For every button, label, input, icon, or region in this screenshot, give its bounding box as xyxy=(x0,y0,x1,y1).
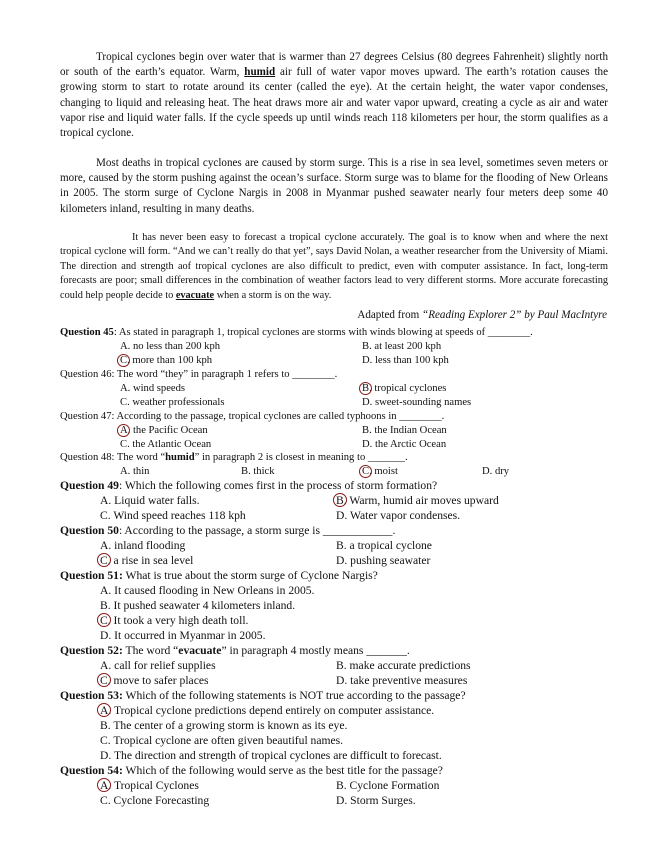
question-text-pre: The word “ xyxy=(122,644,179,657)
p3-rest: when a storm is on the way. xyxy=(214,289,332,301)
question-key-word: evacuate xyxy=(178,644,222,657)
q45-option-c[interactable]: C. more than 100 kph xyxy=(120,355,213,366)
q49-option-d[interactable]: D. Water vapor condenses. xyxy=(336,509,461,522)
q52-option-a[interactable]: A. call for relief supplies xyxy=(100,659,216,672)
question-50 xyxy=(60,523,615,538)
source-prefix: Adapted from xyxy=(357,309,423,321)
question-key-word: humid xyxy=(165,452,195,463)
answer-circle-mark xyxy=(97,613,111,627)
question-51 xyxy=(60,568,615,583)
q48-option-c[interactable]: C. moist xyxy=(362,466,398,477)
q47-option-d[interactable]: D. the Arctic Ocean xyxy=(362,439,447,450)
question-text: What is true about the storm surge of Cyclone Nargis? xyxy=(122,569,378,582)
q45-option-b[interactable]: B. at least 200 kph xyxy=(362,341,442,352)
question-49 xyxy=(60,478,615,493)
question-number: Question 48 xyxy=(60,452,112,463)
p2-text: Most deaths in tropical cyclones are caused by storm surge. This is a rise in sea level, sometimes seven meters or more, caused by the storm pushing against the ocean’s surface. Storm surge was to blame for the flooding of New Orleans in 2005. The storm surge of Cyclone Nargis in 2008 in Myanmar pushed seawater nearly four meters deep some 40 kilometers inland, resulting in many deaths. xyxy=(60,157,608,215)
q53-option-d[interactable]: D. The direction and strength of tropical cyclones are difficult to forecast. xyxy=(100,749,442,762)
question-text: Which of the following would serve as the best title for the passage? xyxy=(122,764,443,777)
q53-option-c[interactable]: C. Tropical cyclone are often given beautiful names. xyxy=(100,734,344,747)
q49-option-c[interactable]: C. Wind speed reaches 118 kph xyxy=(100,509,246,522)
q47-option-b[interactable]: B. the Indian Ocean xyxy=(362,425,447,436)
q46-option-a[interactable]: A. wind speeds xyxy=(120,383,186,394)
p3-highlight-word: evacuate xyxy=(175,289,215,301)
question-53 xyxy=(60,688,615,703)
question-text: : As stated in paragraph 1, tropical cyclones are storms with winds blowing at speeds of ________. xyxy=(113,327,533,338)
q51-option-a[interactable]: A. It caused flooding in New Orleans in 2005. xyxy=(100,584,315,597)
p3-text: It has never been easy to forecast a tropical cyclone accurately. The goal is to know when and where the next tropical cyclone will form. “And we can’t really do that yet”, says David Nolan, a weather researcher from the University of Miami. The direction and strength aof tropical cyclones are also difficult to predict, even with computer assistance. In fact, long-term forecasts are poor; small differences in the combination of weather factors lead to very different storms. More accurate forecasting could help people decide to xyxy=(60,232,608,301)
question-text-post: ” in paragraph 4 mostly means _______. xyxy=(221,644,410,657)
answer-circle-mark xyxy=(97,703,111,717)
q54-option-c[interactable]: C. Cyclone Forecasting xyxy=(100,794,210,807)
q54-option-b[interactable]: B. Cyclone Formation xyxy=(336,779,440,792)
q54-option-d[interactable]: D. Storm Surges. xyxy=(336,794,416,807)
p1-text: Tropical cyclones begin over water that is warmer than 27 degrees Celsius (80 degrees Fahrenheit) slightly north or south of the earth’s equator. Warm, xyxy=(60,51,608,79)
q47-option-a[interactable]: A. the Pacific Ocean xyxy=(120,425,208,436)
answer-circle-mark xyxy=(97,673,111,687)
answer-circle-mark xyxy=(97,778,111,792)
answer-circle-mark xyxy=(117,354,130,367)
question-number: Question 51: xyxy=(60,569,123,582)
question-number: Question 49 xyxy=(60,479,119,492)
question-45 xyxy=(60,326,615,339)
question-text: : The word “they” in paragraph 1 refers to ________. xyxy=(111,369,338,380)
answer-circle-mark xyxy=(117,424,130,437)
q52-option-b[interactable]: B. make accurate predictions xyxy=(336,659,471,672)
answer-circle-mark xyxy=(359,382,372,395)
q50-option-c[interactable]: C. a rise in sea level xyxy=(100,554,194,567)
q51-option-d[interactable]: D. It occurred in Myanmar in 2005. xyxy=(100,629,266,642)
question-52 xyxy=(60,643,615,658)
question-text: : According to the passage, a storm surge is ____________. xyxy=(118,524,396,537)
passage-paragraph-1 xyxy=(60,50,608,141)
question-text-post: ” in paragraph 2 is closest in meaning to _______. xyxy=(194,452,408,463)
question-number: Question 52: xyxy=(60,644,123,657)
p1-highlight-word: humid xyxy=(244,66,276,79)
answer-circle-mark xyxy=(359,465,372,478)
q48-option-a[interactable]: A. thin xyxy=(120,466,150,477)
q48-option-d[interactable]: D. dry xyxy=(482,466,510,477)
question-48 xyxy=(60,451,615,464)
q46-option-d[interactable]: D. sweet-sounding names xyxy=(362,397,472,408)
q53-option-b[interactable]: B. The center of a growing storm is known as its eye. xyxy=(100,719,348,732)
p1-rest: air full of water vapor moves upward. The earth’s rotation causes the growing storm to start to rotate around its center (called the eye). At the certain height, the water vapor condenses, changing to liquid and releasing heat. The heat draws more air and water vapor upward, creating a cycle as air and water vapor rise and liquid water falls. If the cycle speeds up until winds reach 118 kilometers per hour, the storm qualifies as a tropical cyclone. xyxy=(60,66,608,140)
passage-paragraph-3 xyxy=(60,231,608,303)
q50-option-b[interactable]: B. a tropical cyclone xyxy=(336,539,432,552)
q48-option-b[interactable]: B. thick xyxy=(241,466,275,477)
q45-option-d[interactable]: D. less than 100 kph xyxy=(362,355,449,366)
q50-option-a[interactable]: A. inland flooding xyxy=(100,539,186,552)
q54-option-a[interactable]: A. Tropical Cyclones xyxy=(100,779,199,792)
q52-option-c[interactable]: C. move to safer places xyxy=(100,674,209,687)
question-number: Question 45 xyxy=(60,327,114,338)
question-54 xyxy=(60,763,615,778)
question-number: Question 53: xyxy=(60,689,123,702)
q51-option-b[interactable]: B. It pushed seawater 4 kilometers inland. xyxy=(100,599,296,612)
source-title: “Reading Explorer 2” by Paul MacIntyre xyxy=(422,309,607,321)
question-text: Which of the following statements is NOT true according to the passage? xyxy=(122,689,466,702)
q53-option-a[interactable]: A. Tropical cyclone predictions depend entirely on computer assistance. xyxy=(100,704,435,717)
question-number: Question 50 xyxy=(60,524,119,537)
answer-circle-mark xyxy=(97,553,111,567)
q51-option-c[interactable]: C. It took a very high death toll. xyxy=(100,614,249,627)
question-number: Question 46 xyxy=(60,369,112,380)
question-number: Question 54: xyxy=(60,764,123,777)
q45-option-a[interactable]: A. no less than 200 kph xyxy=(120,341,221,352)
q50-option-d[interactable]: D. pushing seawater xyxy=(336,554,431,567)
source-citation xyxy=(357,309,607,321)
question-46 xyxy=(60,368,615,381)
q46-option-b[interactable]: B. tropical cyclones xyxy=(362,383,447,394)
q47-option-c[interactable]: C. the Atlantic Ocean xyxy=(120,439,212,450)
q46-option-c[interactable]: C. weather professionals xyxy=(120,397,225,408)
q52-option-d[interactable]: D. take preventive measures xyxy=(336,674,468,687)
question-47 xyxy=(60,410,615,423)
question-text: : According to the passage, tropical cyclones are called typhoons in ________. xyxy=(111,411,445,422)
question-text: : Which the following comes first in the process of storm formation? xyxy=(118,479,438,492)
passage-paragraph-2 xyxy=(60,156,608,217)
q49-option-a[interactable]: A. Liquid water falls. xyxy=(100,494,200,507)
q49-option-b[interactable]: B. Warm, humid air moves upward xyxy=(336,494,499,507)
answer-circle-mark xyxy=(333,493,347,507)
question-number: Question 47 xyxy=(60,411,112,422)
question-text-pre: : The word “ xyxy=(111,452,166,463)
